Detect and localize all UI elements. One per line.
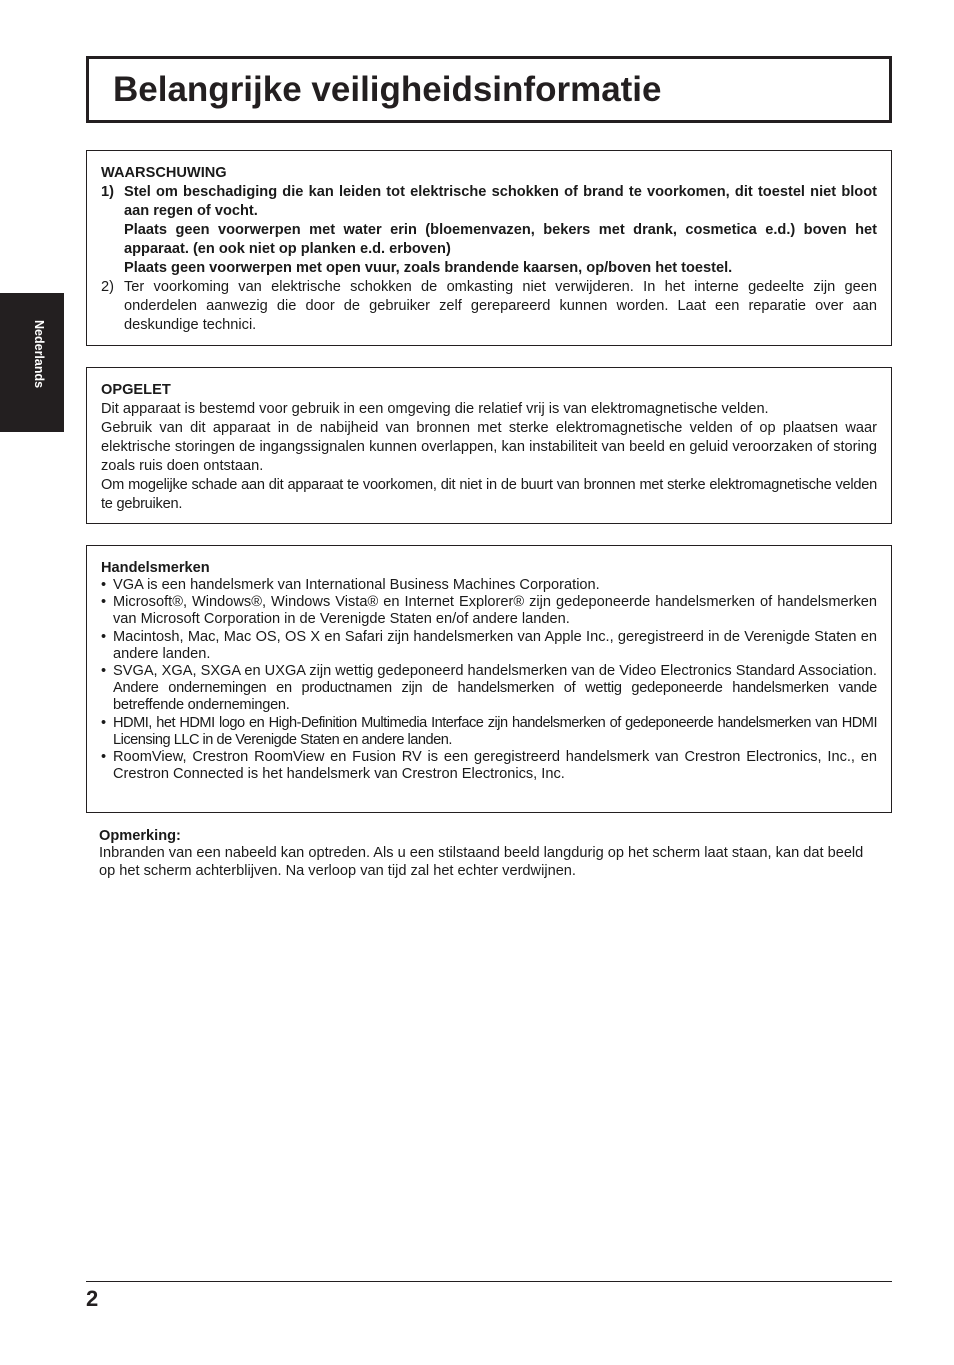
warning-item-2 xyxy=(101,278,877,335)
trademarks-heading: Handelsmerken xyxy=(101,560,210,576)
caution-paragraph: Om mogelijke schade aan dit apparaat te voorkomen, dit niet in de buurt van bronnen met sterke elektromagnetische velden te gebruiken. xyxy=(101,477,877,512)
caution-paragraph: Dit apparaat is bestemd voor gebruik in een omgeving die relatief vrij is van elektromagnetische velden. xyxy=(101,401,769,417)
trademark-text: VGA is een handelsmerk van International Business Machines Corporation. xyxy=(113,577,600,593)
trademarks-list xyxy=(101,577,877,783)
trademark-text: Microsoft®, Windows®, Windows Vista® en Internet Explorer® zijn gedeponeerde handelsmerken of handelsmerken van Microsoft Corporation in de Verenigde Staten en/of andere landen. xyxy=(113,594,877,628)
trademark-text: SVGA, XGA, SXGA en UXGA zijn wettig gedeponeerd handelsmerken van de Video Electronics Standard Association. xyxy=(113,663,877,680)
page-title: Belangrijke veiligheidsinformatie xyxy=(113,70,662,109)
bullet: • xyxy=(101,628,107,645)
trademark-text: RoomView, Crestron RoomView en Fusion RV is een geregistreerd handelsmerk van Crestron Electronics, Inc., en Crestron Connected is het handelsmerk van Crestron Electronics, Inc. xyxy=(113,749,877,783)
warning-item-text: Plaats geen voorwerpen met water erin (bloemenvazen, bekers met drank, cosmetica e.d.) boven het apparaat. (en ook niet op planken e.d. erboven) xyxy=(124,222,877,257)
language-side-tab-label: Nederlands xyxy=(32,320,46,389)
trademark-item xyxy=(101,629,877,663)
trademark-text: Macintosh, Mac, Mac OS, OS X en Safari zijn handelsmerken van Apple Inc., geregistreerd in de Verenigde Staten en andere landen. xyxy=(113,628,877,662)
bullet: • xyxy=(101,749,107,766)
note-section xyxy=(99,827,869,880)
warning-item-1 xyxy=(101,183,877,278)
warning-item-text: Plaats geen voorwerpen met open vuur, zoals brandende kaarsen, op/boven het toestel. xyxy=(124,260,733,276)
trademark-text: Andere ondernemingen en productnamen zijn de handelsmerken of wettig gedeponeerde handelsmerken vande betreffende ondernemingen. xyxy=(113,680,877,714)
page-number: 2 xyxy=(86,1286,99,1311)
bullet: • xyxy=(101,714,107,731)
bullet: • xyxy=(101,577,107,593)
note-heading: Opmerking: xyxy=(99,828,181,844)
warning-item-number: 1) xyxy=(101,184,114,200)
title-box xyxy=(86,56,892,123)
caution-box xyxy=(86,367,892,524)
language-side-tab xyxy=(0,293,64,432)
trademark-item xyxy=(101,715,877,749)
trademark-item xyxy=(101,577,877,594)
trademark-item xyxy=(101,594,877,628)
trademark-item xyxy=(101,749,877,783)
trademarks-box xyxy=(86,545,892,813)
footer-divider xyxy=(86,1281,892,1282)
note-text: Inbranden van een nabeeld kan optreden. Als u een stilstaand beeld langdurig op het scherm laat staan, kan dat beeld op het scherm achterblijven. Na verloop van tijd zal het echter verdwijnen. xyxy=(99,845,864,879)
caution-paragraph: Gebruik van dit apparaat in de nabijheid van bronnen met sterke elektromagnetische velden of op plaatsen waar elektrische storingen de ingangssignalen kunnen overlappen, kan instabiliteit van beeld en geluid veroorzaken of storing zoals ruis doen ontstaan. xyxy=(101,420,877,474)
warning-box xyxy=(86,150,892,346)
caution-heading: OPGELET xyxy=(101,382,171,398)
warning-item-text: Stel om beschadiging die kan leiden tot elektrische schokken of brand te voorkomen, dit toestel niet bloot aan regen of vocht. xyxy=(124,184,877,219)
trademark-item xyxy=(101,663,877,715)
trademark-text: HDMI, het HDMI logo en High-Definition Multimedia Interface zijn handelsmerken of gedeponeerde handelsmerken van HDMI Licensing LLC in de Verenigde Staten en andere landen. xyxy=(113,714,877,748)
warning-item-number: 2) xyxy=(101,279,114,295)
bullet: • xyxy=(101,663,107,680)
warning-item-text: Ter voorkoming van elektrische schokken de omkasting niet verwijderen. In het interne gedeelte zijn geen onderdelen aanwezig die door de gebruiker zelf gerepareerd kunnen worden. Laat een reparatie over aan deskundige technici. xyxy=(124,279,877,333)
bullet: • xyxy=(101,594,107,611)
warning-heading: WAARSCHUWING xyxy=(101,165,227,181)
warning-list xyxy=(101,183,877,335)
